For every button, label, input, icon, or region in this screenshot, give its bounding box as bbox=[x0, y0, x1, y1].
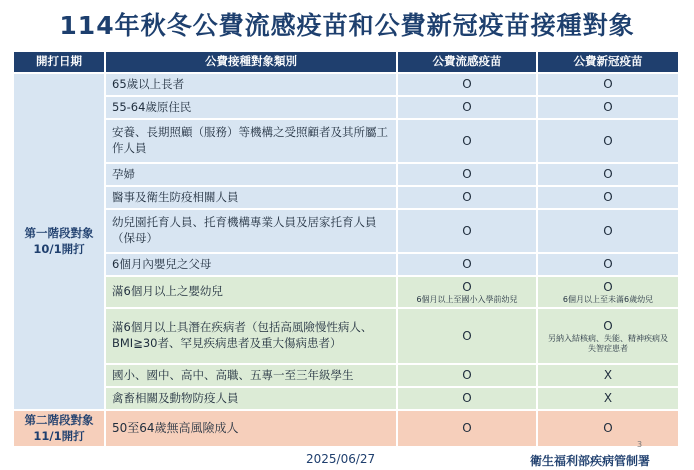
covid-mark-cell bbox=[538, 277, 680, 309]
flu-mark: O bbox=[398, 309, 538, 365]
table-row-category: 55-64歲原住民 bbox=[106, 97, 398, 120]
phase1-cell bbox=[14, 74, 106, 411]
flu-mark: O bbox=[398, 164, 538, 187]
table-row-category: 滿6個月以上之嬰幼兒 bbox=[106, 277, 398, 309]
header-category: 公費接種對象類別 bbox=[106, 52, 398, 74]
covid-mark: O bbox=[538, 411, 680, 448]
header-date: 開打日期 bbox=[14, 52, 106, 74]
flu-mark: O bbox=[398, 254, 538, 277]
covid-mark: O bbox=[538, 120, 680, 164]
table-row-category: 幼兒園托育人員、托育機構專業人員及居家托育人員（保母） bbox=[106, 210, 398, 254]
covid-mark: X bbox=[538, 365, 680, 388]
phase2-name: 第二階段對象 bbox=[24, 412, 94, 427]
table-row-category: 50至64歲無高風險成人 bbox=[106, 411, 398, 448]
header-covid: 公費新冠疫苗 bbox=[538, 52, 680, 74]
footer-date: 2025/06/27 bbox=[306, 452, 376, 466]
flu-mark: O bbox=[398, 411, 538, 448]
footer-organization: 衛生福利部疾病管制署 bbox=[530, 454, 651, 468]
covid-mark: O bbox=[538, 210, 680, 254]
flu-mark: O bbox=[398, 210, 538, 254]
covid-mark-cell bbox=[538, 309, 680, 365]
flu-mark: O bbox=[398, 365, 538, 388]
covid-mark: O bbox=[538, 97, 680, 120]
covid-note: 6個月以上至未滿6歲幼兒 bbox=[562, 295, 654, 305]
table-row-category: 滿6個月以上具潛在疾病者（包括高風險慢性病人、BMI≧30者、罕見疾病患者及重大傷病患者） bbox=[106, 309, 398, 365]
phase2-cell bbox=[14, 411, 106, 448]
covid-mark: O bbox=[603, 279, 613, 294]
covid-note: 另納入結核病、失能、精神疾病及失智症患者 bbox=[548, 334, 668, 354]
covid-mark: X bbox=[538, 388, 680, 411]
header-flu: 公費流感疫苗 bbox=[398, 52, 538, 74]
flu-mark: O bbox=[398, 388, 538, 411]
covid-mark: O bbox=[538, 164, 680, 187]
table-row-category: 孕婦 bbox=[106, 164, 398, 187]
phase2-date: 11/1開打 bbox=[33, 428, 85, 443]
covid-mark: O bbox=[538, 187, 680, 210]
table-row-category: 禽畜相關及動物防疫人員 bbox=[106, 388, 398, 411]
flu-mark: O bbox=[398, 74, 538, 97]
table-row-category: 醫事及衛生防疫相關人員 bbox=[106, 187, 398, 210]
page-number: 3 bbox=[637, 440, 643, 449]
flu-mark: O bbox=[462, 279, 472, 294]
flu-mark: O bbox=[398, 120, 538, 164]
flu-mark-cell bbox=[398, 277, 538, 309]
flu-mark: O bbox=[398, 187, 538, 210]
covid-mark: O bbox=[603, 318, 613, 333]
table-row-category: 65歲以上長者 bbox=[106, 74, 398, 97]
phase1-name: 第一階段對象 bbox=[24, 225, 94, 240]
covid-mark: O bbox=[538, 74, 680, 97]
table-row-category: 6個月內嬰兒之父母 bbox=[106, 254, 398, 277]
table-row-category: 安養、長期照顧（服務）等機構之受照顧者及其所屬工作人員 bbox=[106, 120, 398, 164]
flu-mark: O bbox=[398, 97, 538, 120]
phase1-date: 10/1開打 bbox=[33, 241, 85, 256]
vaccine-eligibility-table bbox=[14, 52, 680, 448]
flu-note: 6個月以上至國小入學前幼兒 bbox=[416, 295, 518, 305]
page-title: 114年秋冬公費流感疫苗和公費新冠疫苗接種對象 bbox=[59, 11, 635, 40]
table-row-category: 國小、國中、高中、高職、五專一至三年級學生 bbox=[106, 365, 398, 388]
covid-mark: O bbox=[538, 254, 680, 277]
